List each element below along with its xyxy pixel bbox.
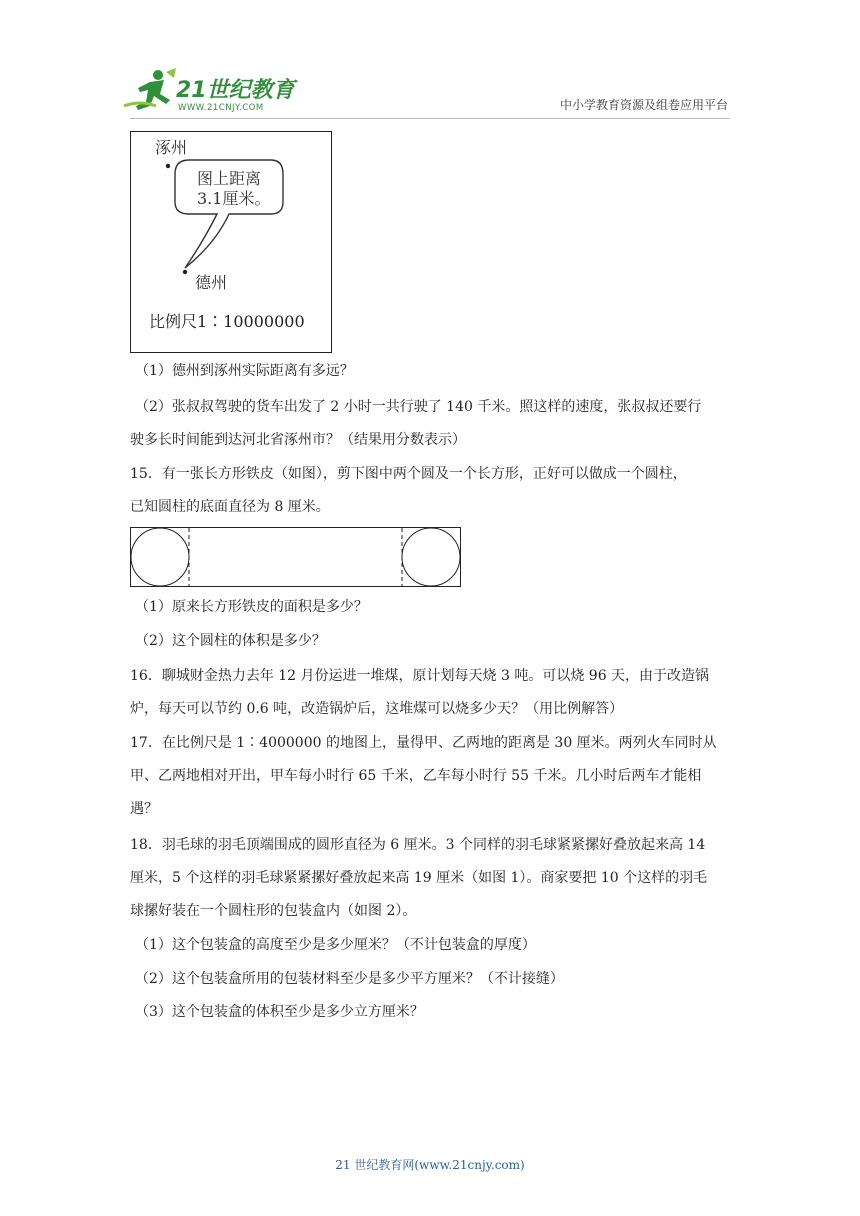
q18-line3: 球摞好装在一个圆柱形的包装盒内（如图 2）。 (130, 903, 417, 919)
q14-sub1: （1）德州到涿州实际距离有多远？ (135, 363, 354, 379)
city-dot-dezhou (183, 270, 187, 274)
q18-sub3: （3）这个包装盒的体积至少是多少立方厘米？ (135, 1004, 424, 1020)
site-logo (120, 66, 300, 118)
footer-link[interactable]: 21 世纪教育网(www.21cnjy.com) (335, 1158, 525, 1172)
left-circle (131, 528, 189, 586)
q18-line2: 厘米，5 个这样的羽毛球紧紧摞好叠放起来高 19 厘米（如图 1）。商家要把 10 个这样的羽毛 (130, 870, 708, 886)
q16-line2: 炉，每天可以节约 0.6 吨，改造锅炉后，这堆煤可以烧多少天？（用比例解答） (130, 701, 624, 717)
iron-sheet-figure (130, 527, 461, 587)
q16-line1: 16．聊城财金热力去年 12 月份运进一堆煤，原计划每天烧 3 吨。可以烧 96 天，由于改造锅 (130, 668, 710, 684)
runner-icon (124, 68, 176, 110)
right-circle (402, 528, 460, 586)
bubble-text-line1: 图上距离 (197, 169, 262, 188)
city-label-dezhou: 德州 (195, 273, 228, 292)
q17-line1: 17．在比例尺是 1∶4000000 的地图上，量得甲、乙两地的距离是 30 厘米。两列火车同时从 (130, 735, 717, 751)
platform-name: 中小学教育资源及组卷应用平台 (559, 98, 728, 112)
q15-line1: 15．有一张长方形铁皮（如图），剪下图中两个圆及一个长方形，正好可以做成一个圆柱， (130, 466, 687, 482)
q15-sub1: （1）原来长方形铁皮的面积是多少？ (135, 599, 368, 615)
q18-sub1: （1）这个包装盒的高度至少是多少厘米？（不计包装盒的厚度） (135, 937, 536, 953)
city-label-zhuozhou: 涿州 (155, 138, 188, 157)
q17-line3: 遇？ (130, 801, 158, 817)
header-divider (130, 118, 730, 119)
logo-text: 21世纪教育 (176, 78, 295, 103)
q17-line2: 甲、乙两地相对开出，甲车每小时行 65 千米，乙车每小时行 55 千米。几小时后两车才能相 (130, 768, 702, 784)
bubble-text-line2: 3.1厘米。 (197, 189, 271, 208)
city-dot-zhuozhou (166, 164, 170, 168)
q18-line1: 18．羽毛球的羽毛顶端围成的圆形直径为 6 厘米。3 个同样的羽毛球紧紧摞好叠放起来高 14 (130, 837, 706, 853)
map-scale: 比例尺1∶10000000 (149, 312, 305, 331)
map-figure (130, 131, 332, 353)
q15-sub2: （2）这个圆柱的体积是多少？ (135, 633, 326, 649)
q14-sub2-line1: （2）张叔叔驾驶的货车出发了 2 小时一共行驶了 140 千米。照这样的速度，张叔叔还要行 (135, 399, 702, 415)
logo-subtext: WWW.21CNJY.COM (178, 103, 264, 113)
q15-line2: 已知圆柱的底面直径为 8 厘米。 (130, 499, 330, 515)
q14-sub2-line2: 驶多长时间能到达河北省涿州市？（结果用分数表示） (130, 432, 466, 448)
q18-sub2: （2）这个包装盒所用的包装材料至少是多少平方厘米？（不计接缝） (135, 971, 564, 987)
